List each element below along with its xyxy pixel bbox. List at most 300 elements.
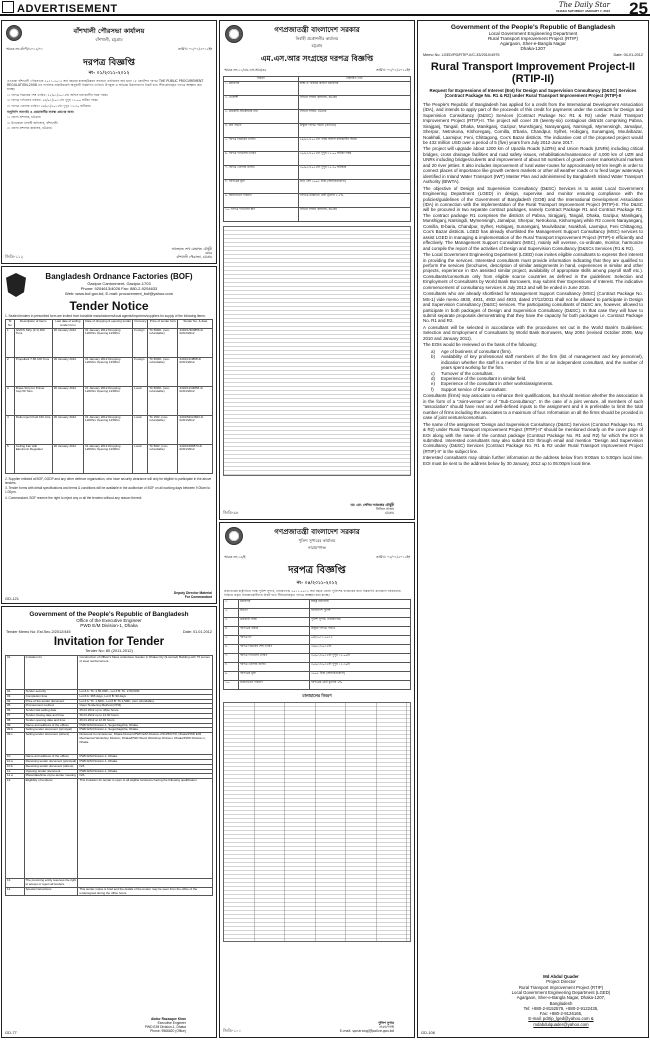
ad3-table	[5, 655, 213, 896]
table-cell: Lot # A: Tk. 3,50,000/-, Lot # B: Tk. 2,50,000/-	[78, 690, 213, 695]
ad6-para: Consultants (firms) may associate to enhance their qualifications, but should mention whether the association is in the form of a "Joint-venture" or of "Sub-Consultancy". In the case of a joint venture, all members of such "association" should have real and well-defined inputs to the assignment and it is preferable to limit the total number of firms including the associates to a maximum of four. Information on all the firms should be provided in case of joint venture/consortium.	[423, 393, 644, 421]
ad6-para: The Local Government Engineering Department (LGED) now invites eligible consultants to express their interest in providing the services. Interested consultants must provide information indicating that they are qualified to perform the services (brochures, description of similar assignments in hand, experiences in similar and other projects, experience in IDA assisted similar project, availability of appropriate skills among payroll staff etc.). Consultants/consortium only from eligible source countries as defined in the guidelines: Selection and Employment of Consultants by World Bank Borrowers, may submit their Expressions of Interest. The indicative commencement of consultancy services is July 2012 and will be ended in June 2016.	[423, 252, 644, 290]
table-cell: ৫০০/- টাকা (অফেরতযোগ্য)	[310, 672, 411, 681]
ad2-heading: Tender Notice	[69, 299, 149, 313]
table-cell: ৬.	[224, 645, 239, 654]
table-cell: PWD E/M Division-1, Dhaka.	[78, 755, 213, 760]
col-header: বিস্তারিত তথ্য	[298, 77, 410, 82]
table-cell: Tk 150/- (non-refundable)	[148, 415, 178, 444]
table-cell: Receiving tender document (principal)	[25, 758, 77, 763]
ad6-project: Rural Transport Improvement Project (RTIP)	[487, 36, 579, 41]
table-cell: Completion time	[24, 694, 78, 699]
list-marker: a)	[431, 348, 435, 354]
masthead	[556, 1, 610, 13]
star-logo-icon	[2, 1, 14, 13]
ad6-sign-line: Rural Transport Improvement Project (RTIP)	[518, 984, 604, 990]
table-row	[224, 123, 411, 137]
table-cell: ৩০/০১/২০১২ইং দুপুর ১২.০০টা	[310, 654, 411, 663]
ad5-sign: পুলিশ সুপার	[378, 1021, 394, 1025]
ad6-body	[423, 102, 643, 466]
ad2-note: 2. Supplier enlisted at BOF, DGDP and any other defence organization, who have security clearance will only be eligible to participate in the above tenders.	[5, 476, 212, 485]
ad5-signature	[340, 1021, 394, 1033]
table-cell: ৫. দরপত্র বিক্রয়ের তারিখ	[224, 137, 299, 151]
table-cell: দরপত্রের প্রকার	[238, 627, 309, 636]
ad2-sign: Deputy Director Material	[173, 591, 212, 595]
ad2-table	[5, 319, 213, 474]
col-header: Date of dropping & opening tender	[84, 320, 133, 329]
table-cell: সিভিল সার্জন কার্যালয়, চট্টগ্রাম	[298, 95, 410, 109]
col-header: Description of Items	[14, 320, 52, 329]
ad6-code: GD-106	[421, 1030, 436, 1035]
table-cell: 25.01.2012 up to office hours.	[78, 709, 213, 714]
table-cell: পুলিশ সুপার, নারায়ণগঞ্জ	[310, 618, 411, 627]
ad6-sign-line: Local Government Engineering Department (LGED)	[511, 989, 611, 995]
page-header	[0, 0, 650, 16]
ad5-place: নারায়ণগঞ্জ	[308, 545, 326, 550]
ad-pwd-tender	[1, 606, 217, 1038]
table-cell: উন্মুক্ত দরপত্র পদ্ধতি (ওটিএম)	[298, 123, 410, 137]
table-cell: স্বাস্থ্য ও পরিবার কল্যাণ মন্ত্রণালয়	[298, 81, 410, 95]
table-cell: ৪. ক্রয় পদ্ধতি	[224, 123, 299, 137]
ad1-body-block	[2, 77, 216, 134]
table-row	[6, 733, 213, 755]
ad6-para: The People's Republic of Bangladesh has applied for a credit from the International Development Association (IDA), and intends to apply part of the proceeds of this credit for payments under the contracts for Design and Supervision Consultancy (D&SC) Services (Contract Package No: R1 & R2) under Rural Transport Improvement Project (RTIP)-II. The project will cover 26 (twenty-six) contagious districts comprising Pabna, Sirajganj, Tangail, Dhaka, Manikganj, Gazipur, Munshiganj, Narayanganj, Narsingdi, Mymensingh, Jamalpur, Sherpur, Netrokona, Kishoreganj, Comilla, B'baria, Chandpur, Sylhet, Hobiganj, Sunamganj, Moulvibazar, Noakhali, Laxmipur, Feni, Chittagong, Cox's Bazar districts. The indicative cost of the proposed project would be 432 million USD over a period of 5 (five) years from July 2012-June 2017.	[423, 101, 643, 145]
table-cell: Propellant T-56 100 Tons	[14, 357, 52, 386]
ad5-code: জিডি-১০০	[223, 1028, 242, 1033]
table-cell: ৩০/০১/২০১২ইং দুপুর ১২.০০ ঘটিকা পর্যন্ত	[298, 151, 410, 165]
ad6-sign-line: Tel: +880-2-8152579, +880-2-9122435,	[523, 1005, 599, 1011]
ad4-place: চট্টগ্রাম	[311, 43, 323, 48]
table-cell: ৯. জামানতের পরিমাণ	[224, 193, 299, 207]
table-row	[224, 165, 411, 179]
ad4-sign-title: সিভিল সার্জন	[375, 507, 394, 511]
list-item	[431, 387, 643, 392]
ad6-address: Agargaon, Sher-e-Bangla Nagar	[500, 41, 566, 46]
table-cell: Tk 500/- (non-refundable)	[148, 444, 178, 473]
ad5-date: তারিখ: ০২/০১/২০১২ইং	[376, 555, 410, 559]
table-cell: Tender security	[24, 690, 78, 695]
ad4-memo-line	[220, 66, 414, 76]
table-row	[6, 444, 213, 473]
ad3-memo-line	[2, 628, 216, 636]
table-cell: 4401/1/304856 dt 02/01/2012	[178, 328, 213, 357]
table-cell: 30 January 2012	[52, 357, 83, 386]
table-cell: ৬. দরপত্র দাখিলের তারিখ	[224, 151, 299, 165]
ad1-org: বাঁশখালী পৌরসভা কার্যালয়	[73, 27, 145, 35]
ad6-memo-line	[423, 53, 643, 57]
ad3-signature	[145, 1017, 186, 1033]
table-cell: GMCS Strip (3.1) 400 Tons	[14, 328, 52, 357]
ad3-code: GD-77	[5, 1030, 17, 1035]
ad4-table	[223, 76, 411, 222]
table-cell: সিভিল সার্জন কার্যালয়, চট্টগ্রাম	[298, 207, 410, 221]
list-text: Experience of the consultant in similar field.	[441, 376, 527, 382]
ad3-heading: Invitation for Tender	[53, 636, 165, 648]
ad6-para: Consultants who are already shortlisted for Management Support Consultancy (MSC) (Contract Package No. MS-1) vide memo 4930, 4931, 4932 and 4933, dated 27/12/2011 shall not be allowed to participate in Design and Supervision Consultancy (D&SC) services. The participating consultants of D&SC are, however, allowed to participate in both packages of Design and Supervision Consultancy (D&SC). In that case they will have to submit separate proposals demonstrating that they have the capacity for both packages i.e. Contract Package No. R1 and R2.	[423, 291, 643, 324]
table-cell: ক্রয়কারী সংস্থা	[238, 618, 309, 627]
table-cell: Tk 5000/- (non-refundable)	[148, 328, 178, 357]
table-cell	[78, 879, 213, 888]
ad2-web: Web: www.bof.gov.bd, E-mail: procurement_bof@yahoo.com	[65, 291, 173, 296]
table-cell: Brass Strip for Primer Cap 50 Tons	[14, 386, 52, 415]
list-marker: e)	[431, 381, 435, 387]
ad1-copy-title: অনুলিপি অবগতি ও প্রয়োজনীয় ব্যবস্থা গ্রহণের জন্য:	[7, 109, 75, 114]
table-cell: 10.b	[6, 764, 25, 769]
ad3-sign-title: Executive Engineer	[157, 1021, 186, 1025]
table-row	[224, 151, 411, 165]
table-cell: ৩.	[224, 618, 239, 627]
table-cell: দরপত্র খোলার তারিখ	[238, 663, 309, 672]
table-cell: Tender opening date and time	[24, 718, 78, 723]
ad-lged-eoi	[417, 20, 649, 1038]
ad5-org: পুলিশ সুপারের কার্যালয়	[298, 538, 336, 543]
ad6-para: The name of the assignment "Design and Supervision Consultancy (D&SC) Services (Contract Package No. R1 & R2) under Rural Transport Improvement Project (RTIP)-II" should be mentioned clearly on the cover page of EOI along with the name of the contract package (Contract Package No. R1 and R2) for which the EOI is submitted. Interested consultants may also submit EOI through email and mention "Design and Supervision Consultancy (D&SC) Services (Contract Package No. R1 & R2 under Rural Transport Improvement Project (RTIP)-II" in the subject line.	[423, 421, 643, 454]
ad-police-tender	[219, 522, 415, 1038]
ad3-office: Office of the Executive Engineer	[76, 618, 142, 623]
ad3-table-wrap	[2, 655, 216, 896]
ad5-email: E-mail: spnarangj@police.gov.bd	[339, 1029, 394, 1033]
ad6-sign-line: Agargaon, Sher-e-Bangla Nagar, Dhaka-1207,	[516, 995, 606, 1001]
ad2-note: 4. Commandant, BOF reserve the right to reject any or all the tenders without any reason thereof.	[5, 496, 143, 501]
ad1-date: তারিখ: ০১/০১/২০১২ইং	[178, 47, 212, 51]
table-cell: 4401/11/4858 dt 02/01/2012	[178, 357, 213, 386]
table-row	[6, 656, 213, 690]
ad1-code: জিডি-১১২	[5, 254, 24, 259]
table-row	[224, 81, 411, 95]
ad4-org: নির্বাহী প্রকৌশলীর কার্যালয়	[295, 36, 339, 41]
table-cell: দরপত্র দাখিলের তারিখ	[238, 654, 309, 663]
police-logo-icon	[225, 527, 243, 545]
table-cell: 08.	[6, 718, 25, 723]
table-cell: দরপত্র বিক্রয়ের শেষ তারিখ	[238, 645, 309, 654]
table-row	[6, 779, 213, 879]
table-row	[224, 109, 411, 123]
table-cell: 30 January 2012	[52, 415, 83, 444]
ad4-memo: স্মারক নং-১১/এম.এস.আর/৩৫	[224, 68, 267, 72]
col-header: বিবরণ	[224, 77, 299, 82]
table-cell: 31 January 2012 Dropping 1200hrs Opening 1230hrs	[84, 357, 133, 386]
list-text: Experience of the consultant in other works/assignments.	[441, 381, 554, 387]
ad6-signature	[478, 974, 644, 1027]
col-header: Last date of selling tender form	[52, 320, 83, 329]
table-cell: Tk 5000/- (non-refundable)	[148, 357, 178, 386]
ad1-place: বাঁশখালী, চট্টগ্রাম	[95, 37, 123, 42]
list-text: Support service of the consultant.	[441, 386, 507, 392]
ad5-body: প্রজাতন্ত্রের রাষ্ট্রপতির পক্ষে পুলিশ সুপার, নারায়ণগঞ্জ ২০১১-২০১২ অর্থ বছরে জেলা পুলিশের ব্যবহারের জন্য নিম্নবর্ণিত মালামাল সরবরাহের নিমিত্তে প্রকৃত সরবরাহকারীদের নিকট হতে সীলমোহরকৃত দরপত্র আহ্বান করা যাচ্ছে।	[224, 589, 401, 598]
ad3-gov: Government of the People's Republic of Bangladesh	[29, 611, 189, 618]
ad6-para: Interested consultants may obtain further information at the address below from 9:00am to 5:00pm local time. EOI must be sent to the address below by 30 January, 2012 up to 05:00pm local time.	[423, 455, 643, 466]
table-cell: 30 January 2012	[52, 328, 83, 357]
table-cell: দরপত্র নং	[238, 636, 309, 645]
table-cell: 4	[6, 415, 15, 444]
table-cell: 4401/1656873 dt 02/01/2012	[178, 444, 213, 473]
list-marker: d)	[431, 376, 435, 382]
ad2-code: GD-121	[5, 596, 20, 601]
table-cell: ৩. ক্রয়কারী প্রতিষ্ঠানের নাম	[224, 109, 299, 123]
table-cell: 3	[6, 386, 15, 415]
table-cell: 09.	[6, 723, 25, 728]
ad1-signature	[172, 247, 212, 259]
table-cell: ১. মন্ত্রণালয়	[224, 81, 299, 95]
table-cell: ৭.	[224, 654, 239, 663]
table-cell: Rollo Inject Fluid 166 Litre	[14, 415, 52, 444]
ad6-para: A consultant will be selected in accordance with the procedures set out in the World Bank's Guidelines: Selection and Employment of Consultants by World Bank Borrowers, May 2004 (revised October 2006, May 2010 and January 2011).	[423, 324, 643, 341]
table-cell: Lot # A: 365 days, Lot # B: 90 days	[78, 694, 213, 699]
table-cell: PWD E/M Division-1, Dhaka.	[78, 759, 213, 764]
table-cell: 10.	[6, 755, 25, 760]
ad6-date: Date: 04-01-2012	[613, 53, 643, 57]
ad3-date: Date: 01.01.2012	[182, 630, 212, 634]
ad2-note: 3. Tender forms with detail specifications and terms & conditions will be available in the auditorium of BOF on all working days between 9.00am to 1.00pm.	[5, 486, 211, 495]
ad6-sign-title: Project Director	[546, 979, 576, 985]
col-header: Tender No. & date	[178, 320, 213, 329]
table-cell: ২৯/০১/২০১২ইং	[310, 645, 411, 654]
table-cell: 07.	[6, 713, 25, 718]
ad6-criteria	[423, 349, 643, 393]
ad5-heading: দরপত্র বিজ্ঞপ্তি	[288, 565, 346, 576]
table-cell: Selling tender document (principal)	[24, 728, 78, 733]
table-cell: 12.	[6, 779, 25, 879]
ad3-unit: PWD E/M Division-1, Dhaka	[80, 623, 138, 628]
table-cell: ৮. দরপত্রের মূল্য	[224, 179, 299, 193]
table-row	[6, 357, 213, 386]
table-cell: 13.	[6, 879, 25, 888]
ad6-sign-line: Bangladesh	[549, 1000, 573, 1006]
issue-date: DHAKA SATURDAY JANUARY 7, 2012	[556, 9, 610, 13]
ad5-notice-no: নং- ০৪/২০১১-২০১২	[296, 581, 338, 586]
table-row	[224, 95, 411, 109]
ad1-heading: দরপত্র বিজ্ঞপ্তি	[83, 58, 135, 68]
table-cell: ৭. দরপত্র খোলার তারিখ	[224, 165, 299, 179]
ad5-table	[223, 599, 411, 690]
table-cell: 11.	[6, 769, 25, 774]
ad2-intro: 1. Sealed tenders in prescribed form are invited from bonafide manufacturers/local agents/importers/suppliers for supply of the following items:	[5, 314, 206, 318]
table-cell: ০৪/২০১১-২০১২	[310, 636, 411, 645]
ad5-memo: স্মারক নং-১৬/ই	[224, 555, 246, 559]
table-header-row	[6, 320, 213, 329]
govt-seal-icon	[225, 25, 243, 43]
ad1-memo: স্মারক নং-বাঁপৌ/২০১২/০১	[6, 47, 44, 51]
table-cell: 31 January 2012 Dropping 1200hrs Opening 1230hrs	[84, 444, 133, 473]
masthead-name: The Daily Star	[558, 1, 610, 9]
table-cell: Place/date/time of pre-tender meeting	[24, 774, 78, 779]
table-cell: ৯.	[224, 672, 239, 681]
table-cell: ৮.	[224, 663, 239, 672]
table-cell: Divisional Commissioner, Dhaka Division/PWD E/M Division-2/3/4/5/6/7/8, Dhaka/PWD E/M Mechanical Workshop Division, Dhaka/PWD Wood Workshop Division, Dhaka/PWD Division-1, Dhaka.	[78, 733, 213, 755]
table-cell: Name and address of the offices	[24, 723, 78, 728]
ad2-table-wrap	[2, 318, 216, 475]
table-cell: দরপত্রের মোট মূল্যের ২%	[310, 681, 411, 690]
ad1-item: ৩। দরপত্র খোলার তারিখ: ২৬/০১/২০১২ইং দুপুর ১২.৩০ ঘটিকায়।	[7, 103, 92, 108]
ad5-items-table	[223, 702, 411, 942]
table-row	[6, 887, 213, 896]
table-cell: Ceiling Fan with Electronic Regulator	[14, 444, 52, 473]
ad2-org: Bangladesh Ordnance Factories (BOF)	[45, 272, 193, 281]
table-cell: ২. এজেন্সী	[224, 95, 299, 109]
table-cell: সিভিল সার্জন, চট্টগ্রাম	[298, 109, 410, 123]
ad5-gov: গণপ্রজাতন্ত্রী বাংলাদেশ সরকার	[274, 528, 360, 536]
ad4-heading: এম.এস.আর সংগ্রহের দরপত্র বিজ্ঞপ্তি	[260, 54, 374, 63]
table-cell: 10.a	[6, 759, 25, 764]
ad3-memo: Tender Memo No: Est.Sec-2/2012/445	[6, 630, 71, 634]
ad3-sign-phone: Phone: 9566620 (Office)	[150, 1029, 186, 1033]
table-row	[6, 386, 213, 415]
table-cell: বিভাগ	[238, 609, 309, 618]
ad1-notice-no: নং- ০১/২০১১-২০১২	[88, 71, 130, 76]
table-cell: ৪.	[224, 627, 239, 636]
table-cell: ১০.	[224, 681, 239, 690]
table-cell: Local	[133, 386, 148, 415]
table-cell: Price of the tender document	[24, 699, 78, 704]
table-cell: 2	[6, 357, 15, 386]
table-cell: ১০. দরপত্র দাখিলের স্থান	[224, 207, 299, 221]
ad1-sign-title: মেয়র	[205, 251, 212, 255]
table-cell: N/A	[78, 774, 213, 779]
list-marker: c)	[431, 370, 435, 376]
section-title: ADVERTISEMENT	[17, 3, 118, 15]
list-text: Turnover of the consultant.	[441, 370, 494, 376]
table-cell: ১.	[224, 600, 239, 609]
ad2-signature	[174, 591, 212, 599]
table-cell: Foreign	[133, 328, 148, 357]
page-number: 25	[629, 0, 648, 18]
section-label	[2, 1, 118, 15]
table-cell: 4401/53/A4823 dt 02/01/2012	[178, 415, 213, 444]
ad1-item: ২। দরপত্র দাখিলের তারিখ: ২৬/০১/২০১২ইং দুপুর ১২.০০ ঘটিকা পর্যন্ত।	[7, 98, 99, 103]
table-cell: 31 January 2012 Dropping 1200hrs Opening 1230hrs	[84, 328, 133, 357]
ad1-sign-name: আলহাজ শেখ মোহাম্মদ চৌধুরী	[171, 247, 212, 251]
table-cell: 30 January 2012	[52, 386, 83, 415]
table-cell: Eligibility of tenderer	[24, 779, 78, 879]
ad-msr-tender	[219, 20, 415, 520]
table-cell: প্রতি সেট ৫০০/- টাকা (অফেরতযোগ্য)	[298, 179, 410, 193]
ad1-memo-line	[2, 44, 216, 53]
table-cell: 30 January 2012	[52, 444, 83, 473]
ad1-item: ১। দরপত্র বিক্রয়ের শেষ তারিখ: ২৫/০১/২০১২ইং অফিস চলাকালীন সময় পর্যন্ত।	[7, 92, 108, 97]
table-row	[224, 207, 411, 221]
table-cell: PWD E/M Division-1, Segunbagicha, Dhaka.	[78, 723, 213, 728]
table-cell: 02.	[6, 690, 25, 695]
table-cell: 26.01.2012 up to 12.00 hours.	[78, 713, 213, 718]
list-marker: f)	[431, 386, 434, 392]
ad6-city: Dhaka-1207	[520, 46, 546, 51]
table-cell: Tender last selling date	[24, 709, 78, 714]
ad1-sign-org: বাঁশখালী পৌরসভা, চট্টগ্রাম	[176, 255, 212, 259]
table-cell: Selling tender document (others)	[24, 733, 78, 755]
table-row	[6, 415, 213, 444]
ad6-para: The project will upgrade about 1200 km of Upazila Roads (UZRs) and Union Roads (UNRs) including critical bridges, cross drainage facilities and road safety issues, rehabilitation/maintenance of 4,000 km of UZR and UNRs including bridges/culverts and improvement of about 50 numbers of growth center markets/rural markets and 20 river jetties. It also includes improvement of rural water-routes for approximately 50 km length in order to connect places of importance like growth centers markets or other all weather roads or to feed larger waterways identified in Inland Water Transport (IWT) Master Plan and administered by Bangladesh Inland Water Transport Authority (BIWTA).	[423, 146, 643, 185]
table-cell: 03.	[6, 694, 25, 699]
table-row	[224, 179, 411, 193]
table-cell: 05.	[6, 704, 25, 709]
ad6-email-link[interactable]: mdabdulquader@yahoo.com	[533, 1021, 589, 1027]
ad3-sign: Abdur Razzaque Khan	[151, 1017, 186, 1021]
ad6-email-link[interactable]: E-mail: pdrtip_lged@yahoo.com &	[528, 1016, 594, 1022]
table-cell: উন্মুক্ত দরপত্র পদ্ধতি	[310, 627, 411, 636]
ad4-sign-place: চট্টগ্রাম	[384, 511, 394, 515]
list-text: Availability of key professional staff members of the firm (list of management and key personnel), indication whether the staff is a member of the firm or an independent consultant, and the number of years spent working for the firm.	[441, 354, 643, 371]
table-cell: Construction of Officer's Mess at Enclave Garden in Dhaka City (9-storied) Building with 75 tonnes of steel reinforcement.	[78, 656, 213, 690]
ad2-sign2: For Commandant	[184, 595, 212, 599]
table-cell: Invitation for	[24, 656, 78, 690]
table-cell: 5	[6, 444, 15, 473]
table-cell: 04.	[6, 699, 25, 704]
table-row	[224, 193, 411, 207]
ad6-para: The EOIs would be reviewed on the basis of the following:	[423, 342, 537, 348]
ad5-memo-line	[220, 552, 414, 561]
table-cell: N/A	[78, 764, 213, 769]
table-cell: 06.	[6, 709, 25, 714]
ad6-memo: Memo No. LGED/PD/RTIP-II/C-33/2010/4975	[423, 53, 500, 57]
table-row	[224, 137, 411, 151]
table-cell: 09.b	[6, 728, 25, 733]
col-header: Price of tender form	[148, 320, 178, 329]
col-header: Sl No	[6, 320, 15, 329]
ad4-code: জিডি-৯৮	[223, 510, 239, 515]
table-cell: ৩০/০১/২০১২ইং দুপুর ১২.৩০টা	[310, 663, 411, 672]
table-cell: 31 January 2012 Dropping 1200hrs Opening 1230hrs	[84, 386, 133, 415]
ad4-gov: গণপ্রজাতন্ত্রী বাংলাদেশ সরকার	[274, 26, 360, 34]
ad-banshkhali-tender	[1, 20, 217, 264]
ad4-fine-print-block	[223, 226, 411, 476]
ad6-subtitle: Request for Expressions of Interest (EoI) for Design and Supervision Consultancy (D&SC) Services (Contract Package No. R1 & R2) under Rural Transport Improvement Project (RTIP)-II	[429, 88, 637, 99]
table-cell: 31 January 2012 Dropping 1200hrs Opening 1230hrs	[84, 415, 133, 444]
table-cell: PWD E/M Division-1, Segunbagicha, Dhaka.	[78, 728, 213, 733]
ad6-dept: Local Government Engineering Department	[488, 31, 578, 36]
table-cell: Name and address of the offices	[24, 755, 78, 760]
col-header: Currency	[133, 320, 148, 329]
table-cell: PWD E/M Division-1, Dhaka.	[78, 769, 213, 774]
ad3-sign-unit: PWD E/M Division-1, Dhaka	[144, 1025, 186, 1029]
table-cell: The procuring entity reserves the right to accept or reject all tenders.	[25, 878, 77, 886]
ad2-address: Gazipur Cantonment, Gazipur-1703	[87, 281, 151, 286]
ad6-sign-name: Md Abdul Quader	[543, 974, 579, 980]
table-cell: 01.	[6, 656, 25, 690]
ad6-sign-line: Fax: +880-2-9126165,	[539, 1011, 583, 1017]
table-cell: Tk 5000/- (non-refundable)	[148, 386, 178, 415]
table-row	[6, 879, 213, 888]
ad5-sign-place: নারায়ণগঞ্জ	[379, 1025, 394, 1029]
table-cell: Procurement method	[24, 704, 78, 709]
ad2-notes	[2, 475, 216, 504]
list-item	[431, 354, 643, 370]
table-cell: মন্ত্রণালয়	[238, 600, 309, 609]
table-cell: Opening tender document	[24, 769, 78, 774]
table-cell: জামানতের পরিমাণ	[238, 681, 309, 690]
table-cell: Lot # A: Tk. 1,500/-, Lot # B: Tk.1,500/- (non refundable).	[78, 699, 213, 704]
table-row	[6, 328, 213, 357]
ad2-phone: Phone: 9204613/4026 Fax: 880-2-9204633	[80, 286, 158, 291]
table-cell: ৩০/০১/২০১২ইং দুপুর ১২.৩০ ঘটিকায়	[298, 165, 410, 179]
ad3-tender-no: Tender No: 80 (2011-2012)	[85, 648, 133, 653]
ad5-items-title: মালামালের বিবরণ	[302, 693, 332, 699]
table-cell: Receiving tender document (others)	[24, 764, 78, 769]
ad1-copy: ১। জেলা প্রশাসক, চট্টগ্রাম।	[7, 115, 42, 120]
ad5-table-wrap	[220, 599, 414, 690]
ad6-gov: Government of the People's Republic of Bangladesh	[450, 24, 616, 31]
ad-bof-tender	[1, 266, 217, 604]
table-cell: 4401/11/34856 dt 02/01/2012	[178, 386, 213, 415]
ad4-table-wrap	[220, 76, 414, 222]
table-cell: স্বরাষ্ট্র মন্ত্রণালয়	[310, 600, 411, 609]
table-cell: 09.c	[6, 733, 25, 755]
ad4-sign: ডা: মো: সেলিম আকতার চৌধুরী	[350, 503, 394, 507]
table-cell: 14.	[6, 887, 25, 896]
table-cell: দরপত্রের মূল্য	[238, 672, 309, 681]
table-cell: ২৯/০১/২০১২ইং পর্যন্ত অফিস চলাকালীন সময়ে	[298, 137, 410, 151]
ad6-para: The objective of Design and Supervision Consultancy (D&SC) Services is to assist Local Government Engineering Department (LGED) in design, supervise and monitor ensuring compliance with the policies/guidelines of the Government of Bangladesh (GOB) and the International Development Association (IDA) in connection with the implementation of the Rural Transport Improvement Project (RTIP)-II. The D&SC will be procured in two separate contract packages, namely Contract Package R1 and Contract Package R2. The contract package R1 comprises the districts of Pabna, Sirajganj, Tangail, Dhaka, Gazipur, Manikganj, Munshiganj, Narsingdi, Mymensingh, Jamalpur, Sherpur, Netrokona, Kishoreganj while R2 covers Narayanganj, Comilla, B-baria, Chandpur, Sylhet, Hobiganj, Sunamganj, Moulvibazar, Noakhali, Laxmipur, Feni Chittagong, Cox's Bazar districts. LGED has already shortlisted the Management Support Consultancy (MSC) services to assist LGED in managing & implementation of the Rural Transport Improvement Project (RTIP)-II efficiently and effectively. The Management Support Consultant (MSC), mainly will oversee, co-ordinate, monitor, harmonize and compile the report of the activities of Design and Supervision Consultancy (D&SCs Services (R1 & R2).	[423, 185, 643, 251]
table-cell: This tender notice is brief and the details of the tender may be seen from the office of the undersigned during the office hours.	[78, 887, 213, 896]
